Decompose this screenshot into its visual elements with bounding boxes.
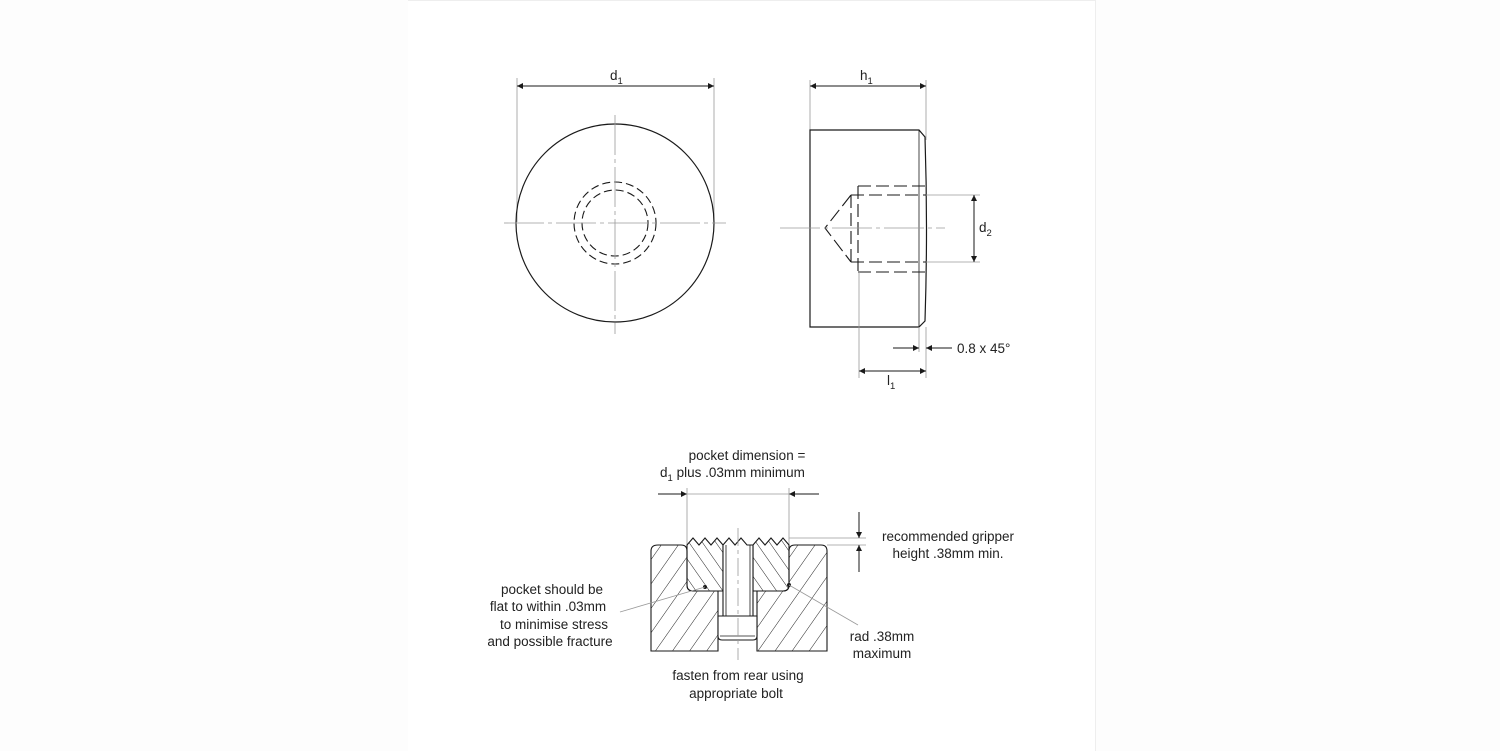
flat-note-line4: and possible fracture — [487, 634, 613, 649]
rad-note-line1: rad .38mm — [849, 629, 915, 644]
flat-note-line2: flat to within .03mm — [489, 599, 607, 614]
side-bore-label: $d_2$ — [979, 220, 992, 239]
fasten-note-line1: fasten from rear using — [672, 668, 804, 683]
side-height-label: $h_1$ — [860, 68, 873, 87]
rad-note-line2: maximum — [852, 646, 912, 661]
pocket-dimension-line1: pocket dimension = — [688, 448, 806, 463]
section-view — [487, 448, 1014, 701]
side-depth-label: $l_1$ — [887, 373, 896, 392]
side-view — [780, 68, 1010, 392]
front-dim-label: $d_1$ — [610, 68, 623, 87]
chamfer-label: 0.8 x 45° — [957, 341, 1011, 356]
gripper-line1: recommended gripper — [881, 529, 1015, 544]
front-view — [504, 68, 726, 334]
gripper-line2: height .38mm min. — [892, 546, 1004, 561]
flat-note-line1: pocket should be — [500, 582, 604, 597]
pocket-dimension-line2: $d_1$ plus .03mm minimum — [660, 465, 805, 484]
flat-note-line3: to minimise stress — [499, 617, 609, 632]
fasten-note-line2: appropriate bolt — [689, 686, 783, 701]
